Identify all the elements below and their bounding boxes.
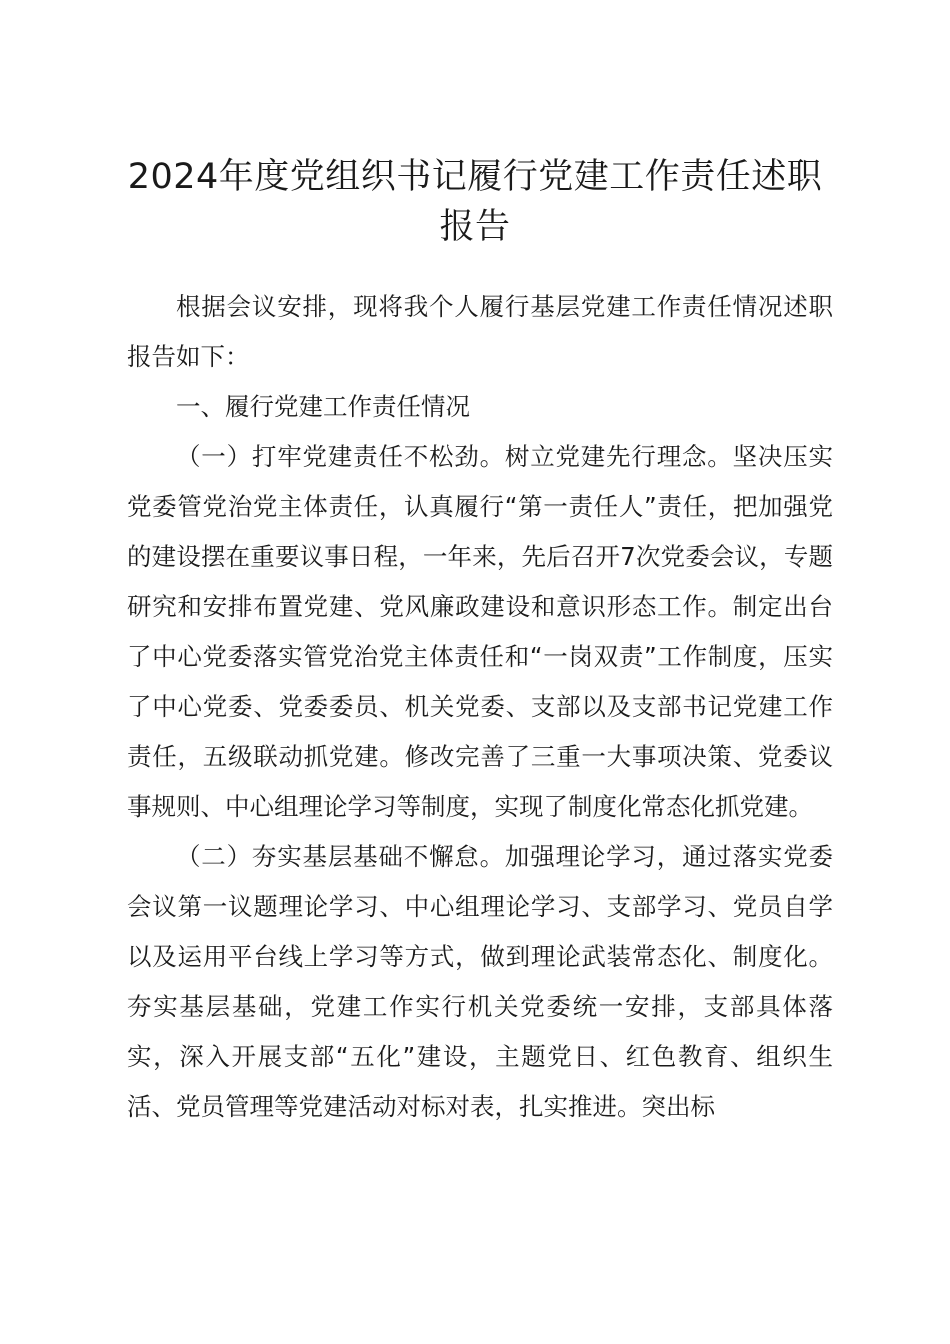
- intro-paragraph: 根据会议安排，现将我个人履行基层党建工作责任情况述职报告如下：: [127, 292, 833, 371]
- document-title: 2024年度党组织书记履行党建工作责任述职报告: [127, 157, 823, 247]
- body-paragraph-2: （二）夯实基层基础不懈怠。加强理论学习，通过落实党委会议第一议题理论学习、中心组理论学习、支部学习、党员自学以及运用平台线上学习等方式，做到理论武装常态化、制度化。夯实基层基础，党建工作实行机关党委统一安排，支部具体落实，深入开展支部“五化”建设，主题党日、红色教育、组织生活、党员管理等党建活动对标对表，扎实推进。突出标: [127, 842, 833, 1121]
- body-paragraph-1: （一）打牢党建责任不松劲。树立党建先行理念。坚决压实党委管党治党主体责任，认真履行“第一责任人”责任，把加强党的建设摆在重要议事日程，一年来，先后召开7次党委会议，专题研究和安排布置党建、党风廉政建设和意识形态工作。制定出台了中心党委落实管党治党主体责任和“一岗双责”工作制度，压实了中心党委、党委委员、机关党委、支部以及支部书记党建工作责任，五级联动抓党建。修改完善了三重一大事项决策、党委议事规则、中心组理论学习等制度，实现了制度化常态化抓党建。: [127, 442, 833, 821]
- section-heading: 一、履行党建工作责任情况: [176, 392, 470, 421]
- document-body: [127, 282, 833, 1132]
